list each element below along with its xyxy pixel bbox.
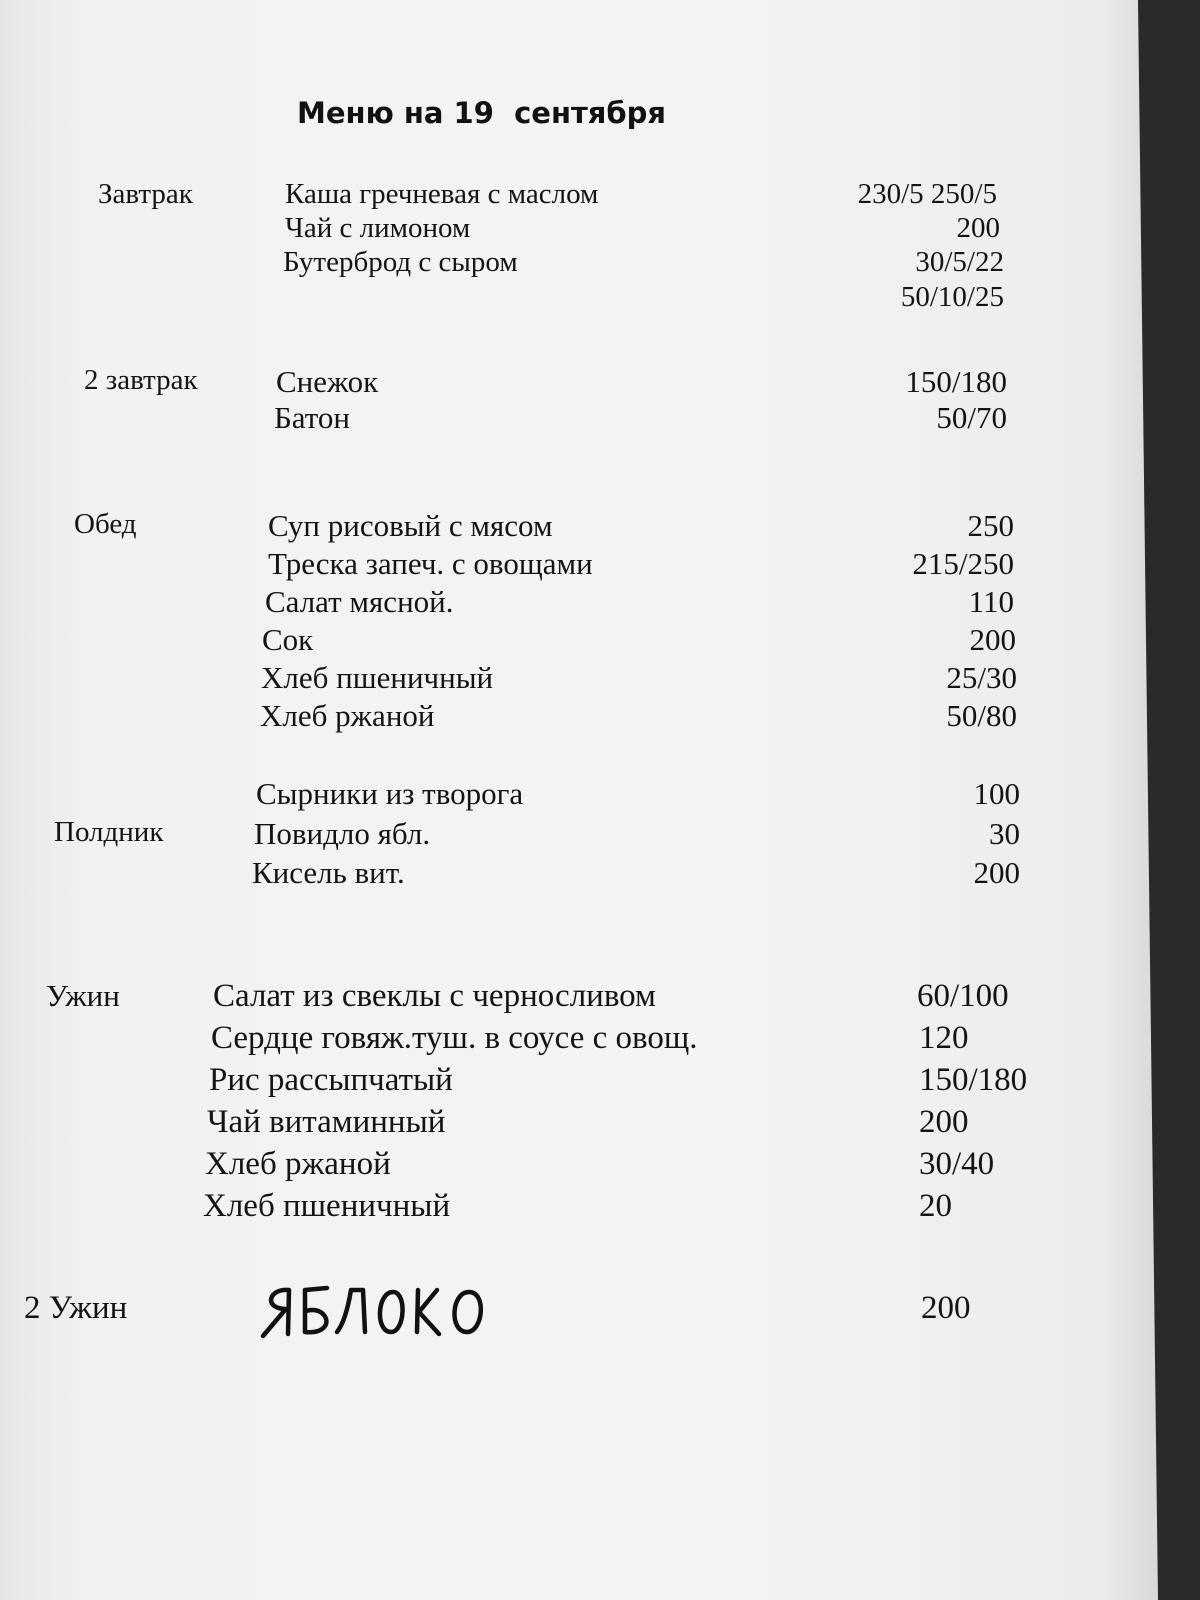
menu-item-portion: 30 [989, 816, 1020, 851]
menu-item-portion: 250 [967, 508, 1014, 543]
menu-item-portion: 30/40 [919, 1146, 995, 1182]
menu-item-portion: 150/180 [905, 364, 1007, 399]
menu-item-portion: 230/5 250/5 [857, 178, 997, 210]
meal-label-dinner: Ужин [46, 978, 120, 1013]
meal-label-lunch: Обед [74, 508, 137, 540]
menu-item-portion: 120 [919, 1020, 969, 1056]
menu-item-portion: 200 [919, 1104, 969, 1140]
menu-item-name: Бутерброд с сыром [283, 246, 518, 278]
menu-item-name: Чай с лимоном [285, 212, 471, 244]
menu-item-name: Батон [274, 400, 350, 435]
menu-item-portion: 50/80 [946, 698, 1017, 733]
menu-item-portion: 110 [968, 584, 1014, 619]
menu-item-portion: 200 [969, 622, 1016, 657]
menu-item-name: Чай витаминный [207, 1104, 446, 1140]
menu-item-name: Повидло ябл. [254, 816, 431, 851]
menu-item-portion-extra: 50/10/25 [900, 281, 1004, 313]
menu-item-name: Рис рассыпчатый [209, 1062, 453, 1098]
menu-item-portion: 60/100 [917, 978, 1009, 1014]
menu-item-name: Сердце говяж.туш. в соусе с овощ. [211, 1020, 698, 1056]
menu-item-portion: 50/70 [936, 400, 1007, 435]
menu-item-name: Сырники из творога [256, 776, 524, 811]
menu-item-name: Кисель вит. [252, 855, 405, 890]
meal-label-second-dinner: 2 Ужин [24, 1290, 128, 1326]
menu-item-name: Хлеб ржаной [205, 1146, 391, 1182]
meal-label-breakfast: Завтрак [98, 178, 193, 210]
menu-item-portion: 215/250 [912, 546, 1014, 581]
menu-item-portion: 200 [956, 212, 1000, 244]
page-title: Меню на 19 сентября [297, 96, 667, 130]
meal-label-second-breakfast: 2 завтрак [84, 364, 198, 396]
menu-item-name: Суп рисовый с мясом [268, 508, 553, 543]
menu-item-name: Сок [262, 622, 314, 657]
menu-item-name: Салат из свеклы с черносливом [213, 978, 656, 1014]
menu-item-name: Хлеб пшеничный [203, 1188, 451, 1224]
menu-item-name: Снежок [276, 364, 379, 399]
menu-item-name: Каша гречневая с маслом [285, 178, 599, 210]
menu-item-name: Треска запеч. с овощами [268, 546, 593, 581]
menu-item-portion: 150/180 [919, 1062, 1028, 1098]
menu-item-portion: 25/30 [946, 660, 1017, 695]
menu-item-name: Салат мясной. [265, 584, 454, 619]
menu-item-name: Хлеб пшеничный [261, 660, 494, 695]
menu-item-portion: 100 [973, 776, 1020, 811]
handwritten-item [255, 1282, 500, 1342]
menu-item-portion: 20 [919, 1188, 952, 1224]
menu-item-name: Хлеб ржаной [260, 698, 435, 733]
menu-item-portion: 200 [921, 1290, 971, 1326]
menu-item-portion: 200 [973, 855, 1020, 890]
meal-label-snack: Полдник [54, 816, 164, 848]
menu-item-portion: 30/5/22 [915, 246, 1004, 278]
